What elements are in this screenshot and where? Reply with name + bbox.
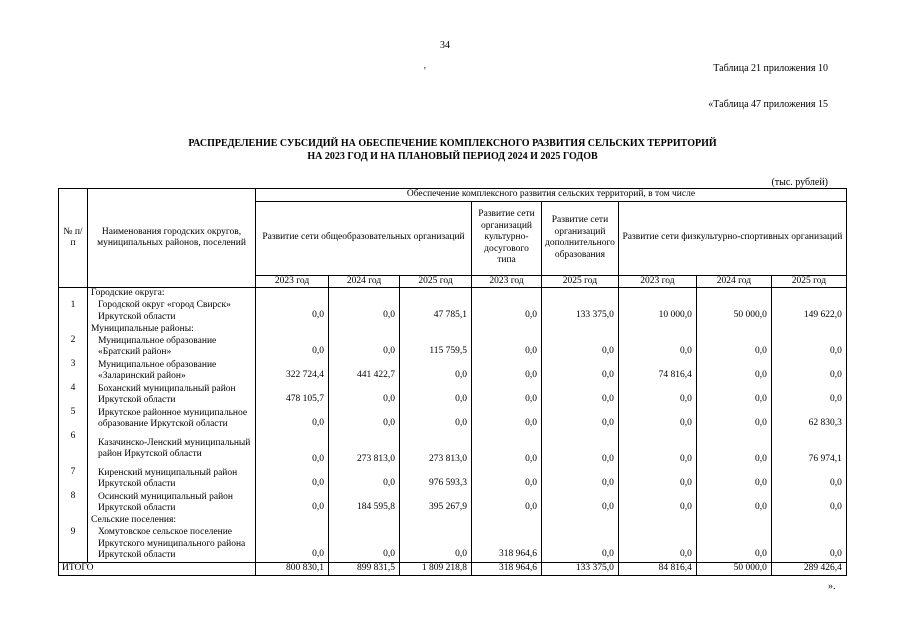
- row-value: 0,0: [472, 407, 542, 431]
- table-row: [59, 359, 847, 383]
- empty-cell: [256, 515, 329, 527]
- row-value: 0,0: [771, 335, 846, 359]
- empty-cell: [472, 288, 542, 300]
- row-value: 395 267,9: [400, 491, 472, 515]
- row-value: 0,0: [400, 359, 472, 383]
- group-row: [59, 324, 847, 336]
- row-value: 0,0: [329, 527, 400, 563]
- row-value: 0,0: [256, 335, 329, 359]
- group-row: [59, 288, 847, 300]
- row-number: 9: [59, 527, 88, 563]
- row-number: 4: [59, 383, 88, 407]
- units-note: (тыс. рублей): [771, 177, 828, 188]
- header-culture: Развитие сети организаций культурно-досугового типа: [472, 201, 542, 275]
- row-value: 0,0: [618, 467, 696, 491]
- group-num-cell: [59, 324, 88, 336]
- appendix-reference-2: «Таблица 47 приложения 15: [708, 99, 828, 110]
- row-value: 62 830,3: [771, 407, 846, 431]
- table-row: [59, 527, 847, 563]
- subsidy-table: [58, 188, 847, 576]
- table-row: [59, 431, 847, 467]
- total-label: ИТОГО: [59, 563, 256, 576]
- row-value: 184 595,8: [329, 491, 400, 515]
- header-year: 2024 год: [696, 275, 771, 288]
- group-label: Муниципальные районы:: [88, 324, 256, 336]
- table-body: [59, 288, 847, 576]
- total-value: 133 375,0: [542, 563, 619, 576]
- row-value: 0,0: [542, 527, 619, 563]
- header-edu: Развитие сети общеобразовательных организаций: [256, 201, 472, 275]
- row-value: 322 724,4: [256, 359, 329, 383]
- row-value: 0,0: [329, 407, 400, 431]
- group-num-cell: [59, 288, 88, 300]
- row-number: 5: [59, 407, 88, 431]
- row-value: 0,0: [542, 431, 619, 467]
- row-value: 0,0: [696, 407, 771, 431]
- row-value: 0,0: [771, 359, 846, 383]
- empty-cell: [696, 515, 771, 527]
- row-name: Муниципальное образование «Заларинский район»: [88, 359, 256, 383]
- row-value: 0,0: [472, 431, 542, 467]
- row-number: 3: [59, 359, 88, 383]
- total-value: 84 816,4: [618, 563, 696, 576]
- row-value: 115 759,5: [400, 335, 472, 359]
- empty-cell: [696, 324, 771, 336]
- row-value: 0,0: [256, 527, 329, 563]
- row-number: 2: [59, 335, 88, 359]
- title-line-1: РАСПРЕДЕЛЕНИЕ СУБСИДИЙ НА ОБЕСПЕЧЕНИЕ КОМПЛЕКСНОГО РАЗВИТИЯ СЕЛЬСКИХ ТЕРРИТОРИЙ: [188, 138, 717, 149]
- row-value: 0,0: [472, 491, 542, 515]
- total-value: 1 809 218,8: [400, 563, 472, 576]
- document-title: [0, 137, 905, 163]
- empty-cell: [472, 515, 542, 527]
- empty-cell: [400, 515, 472, 527]
- row-number: 8: [59, 491, 88, 515]
- row-name: Осинский муниципальный район Иркутской области: [88, 491, 256, 515]
- row-name: Муниципальное образование «Братский район»: [88, 335, 256, 359]
- row-value: 47 785,1: [400, 300, 472, 324]
- row-value: 0,0: [696, 467, 771, 491]
- total-row: [59, 563, 847, 576]
- empty-cell: [618, 324, 696, 336]
- row-value: 0,0: [771, 383, 846, 407]
- row-value: 0,0: [329, 467, 400, 491]
- row-value: 273 813,0: [329, 431, 400, 467]
- row-value: 0,0: [696, 491, 771, 515]
- table-row: [59, 407, 847, 431]
- empty-cell: [542, 515, 619, 527]
- empty-cell: [472, 324, 542, 336]
- row-value: 76 974,1: [771, 431, 846, 467]
- row-value: 0,0: [256, 467, 329, 491]
- row-value: 0,0: [542, 407, 619, 431]
- row-value: 976 593,3: [400, 467, 472, 491]
- row-value: 0,0: [256, 431, 329, 467]
- row-name: Казачинско-Ленский муниципальный район Иркутской области: [88, 431, 256, 467]
- table-row: [59, 335, 847, 359]
- row-value: 0,0: [618, 335, 696, 359]
- row-value: 0,0: [696, 431, 771, 467]
- row-value: 0,0: [400, 383, 472, 407]
- header-year: 2025 год: [400, 275, 472, 288]
- row-value: 0,0: [696, 383, 771, 407]
- header-addedu: Развитие сети организаций дополнительного образования: [542, 201, 619, 275]
- row-value: 0,0: [256, 300, 329, 324]
- header-year: 2025 год: [542, 275, 619, 288]
- row-name: Киренский муниципальный район Иркутской области: [88, 467, 256, 491]
- header-year: 2025 год: [771, 275, 846, 288]
- row-value: 0,0: [329, 300, 400, 324]
- empty-cell: [771, 324, 846, 336]
- empty-cell: [542, 324, 619, 336]
- row-value: 149 622,0: [771, 300, 846, 324]
- row-value: 0,0: [472, 300, 542, 324]
- group-label: Сельские поселения:: [88, 515, 256, 527]
- row-value: 0,0: [472, 467, 542, 491]
- row-value: 0,0: [618, 527, 696, 563]
- row-value: 0,0: [329, 335, 400, 359]
- empty-cell: [329, 288, 400, 300]
- appendix-reference-1: Таблица 21 приложения 10: [713, 63, 828, 74]
- row-value: 0,0: [472, 359, 542, 383]
- row-value: 273 813,0: [400, 431, 472, 467]
- empty-cell: [696, 288, 771, 300]
- row-value: 0,0: [542, 467, 619, 491]
- row-value: 0,0: [618, 431, 696, 467]
- empty-cell: [618, 515, 696, 527]
- row-value: 0,0: [696, 335, 771, 359]
- row-value: 0,0: [542, 383, 619, 407]
- row-value: 50 000,0: [696, 300, 771, 324]
- row-value: 133 375,0: [542, 300, 619, 324]
- header-year: 2023 год: [256, 275, 329, 288]
- group-row: [59, 515, 847, 527]
- row-value: 318 964,6: [472, 527, 542, 563]
- empty-cell: [618, 288, 696, 300]
- closing-quote: ».: [828, 581, 836, 592]
- row-name: Городской округ «город Свирск» Иркутской области: [88, 300, 256, 324]
- title-line-2: НА 2023 ГОД И НА ПЛАНОВЫЙ ПЕРИОД 2024 И 2025 ГОДОВ: [307, 151, 598, 162]
- row-value: 0,0: [696, 527, 771, 563]
- empty-cell: [542, 288, 619, 300]
- table-row: [59, 467, 847, 491]
- total-value: 50 000,0: [696, 563, 771, 576]
- row-value: 0,0: [618, 407, 696, 431]
- header-year: 2023 год: [618, 275, 696, 288]
- row-value: 478 105,7: [256, 383, 329, 407]
- row-name: Боханский муниципальный район Иркутской области: [88, 383, 256, 407]
- row-value: 0,0: [542, 335, 619, 359]
- page-number: 34: [440, 40, 450, 51]
- row-name: Хомутовское сельское поселение Иркутского муниципального района Иркутской области: [88, 527, 256, 563]
- empty-cell: [400, 324, 472, 336]
- total-value: 899 831,5: [329, 563, 400, 576]
- header-sport: Развитие сети физкультурно-спортивных организаций: [618, 201, 846, 275]
- header-year: 2024 год: [329, 275, 400, 288]
- row-number: 1: [59, 300, 88, 324]
- empty-cell: [771, 288, 846, 300]
- row-name: Иркутское районное муниципальное образование Иркутской области: [88, 407, 256, 431]
- row-number: 7: [59, 467, 88, 491]
- row-value: 0,0: [400, 407, 472, 431]
- total-value: 318 964,6: [472, 563, 542, 576]
- empty-cell: [256, 324, 329, 336]
- empty-cell: [329, 515, 400, 527]
- row-value: 0,0: [542, 491, 619, 515]
- row-value: 0,0: [771, 491, 846, 515]
- row-value: 0,0: [256, 407, 329, 431]
- total-value: 800 830,1: [256, 563, 329, 576]
- row-value: 0,0: [542, 359, 619, 383]
- row-value: 0,0: [472, 335, 542, 359]
- stray-mark: ': [424, 66, 426, 77]
- row-value: 74 816,4: [618, 359, 696, 383]
- row-value: 0,0: [256, 491, 329, 515]
- row-number: 6: [59, 431, 88, 467]
- row-value: 0,0: [472, 383, 542, 407]
- group-num-cell: [59, 515, 88, 527]
- empty-cell: [400, 288, 472, 300]
- table-row: [59, 491, 847, 515]
- table-row: [59, 300, 847, 324]
- row-value: 0,0: [771, 527, 846, 563]
- header-year: 2023 год: [472, 275, 542, 288]
- header-num: № п/п: [59, 189, 88, 288]
- row-value: 0,0: [400, 527, 472, 563]
- empty-cell: [256, 288, 329, 300]
- table-row: [59, 383, 847, 407]
- row-value: 0,0: [618, 491, 696, 515]
- empty-cell: [771, 515, 846, 527]
- header-group: Обеспечение комплексного развития сельских территорий, в том числе: [256, 189, 847, 202]
- header-name: Наименования городских округов, муниципальных районов, поселений: [88, 189, 256, 288]
- row-value: 10 000,0: [618, 300, 696, 324]
- row-value: 0,0: [771, 467, 846, 491]
- group-label: Городские округа:: [88, 288, 256, 300]
- empty-cell: [329, 324, 400, 336]
- row-value: 0,0: [618, 383, 696, 407]
- total-value: 289 426,4: [771, 563, 846, 576]
- row-value: 441 422,7: [329, 359, 400, 383]
- row-value: 0,0: [329, 383, 400, 407]
- row-value: 0,0: [696, 359, 771, 383]
